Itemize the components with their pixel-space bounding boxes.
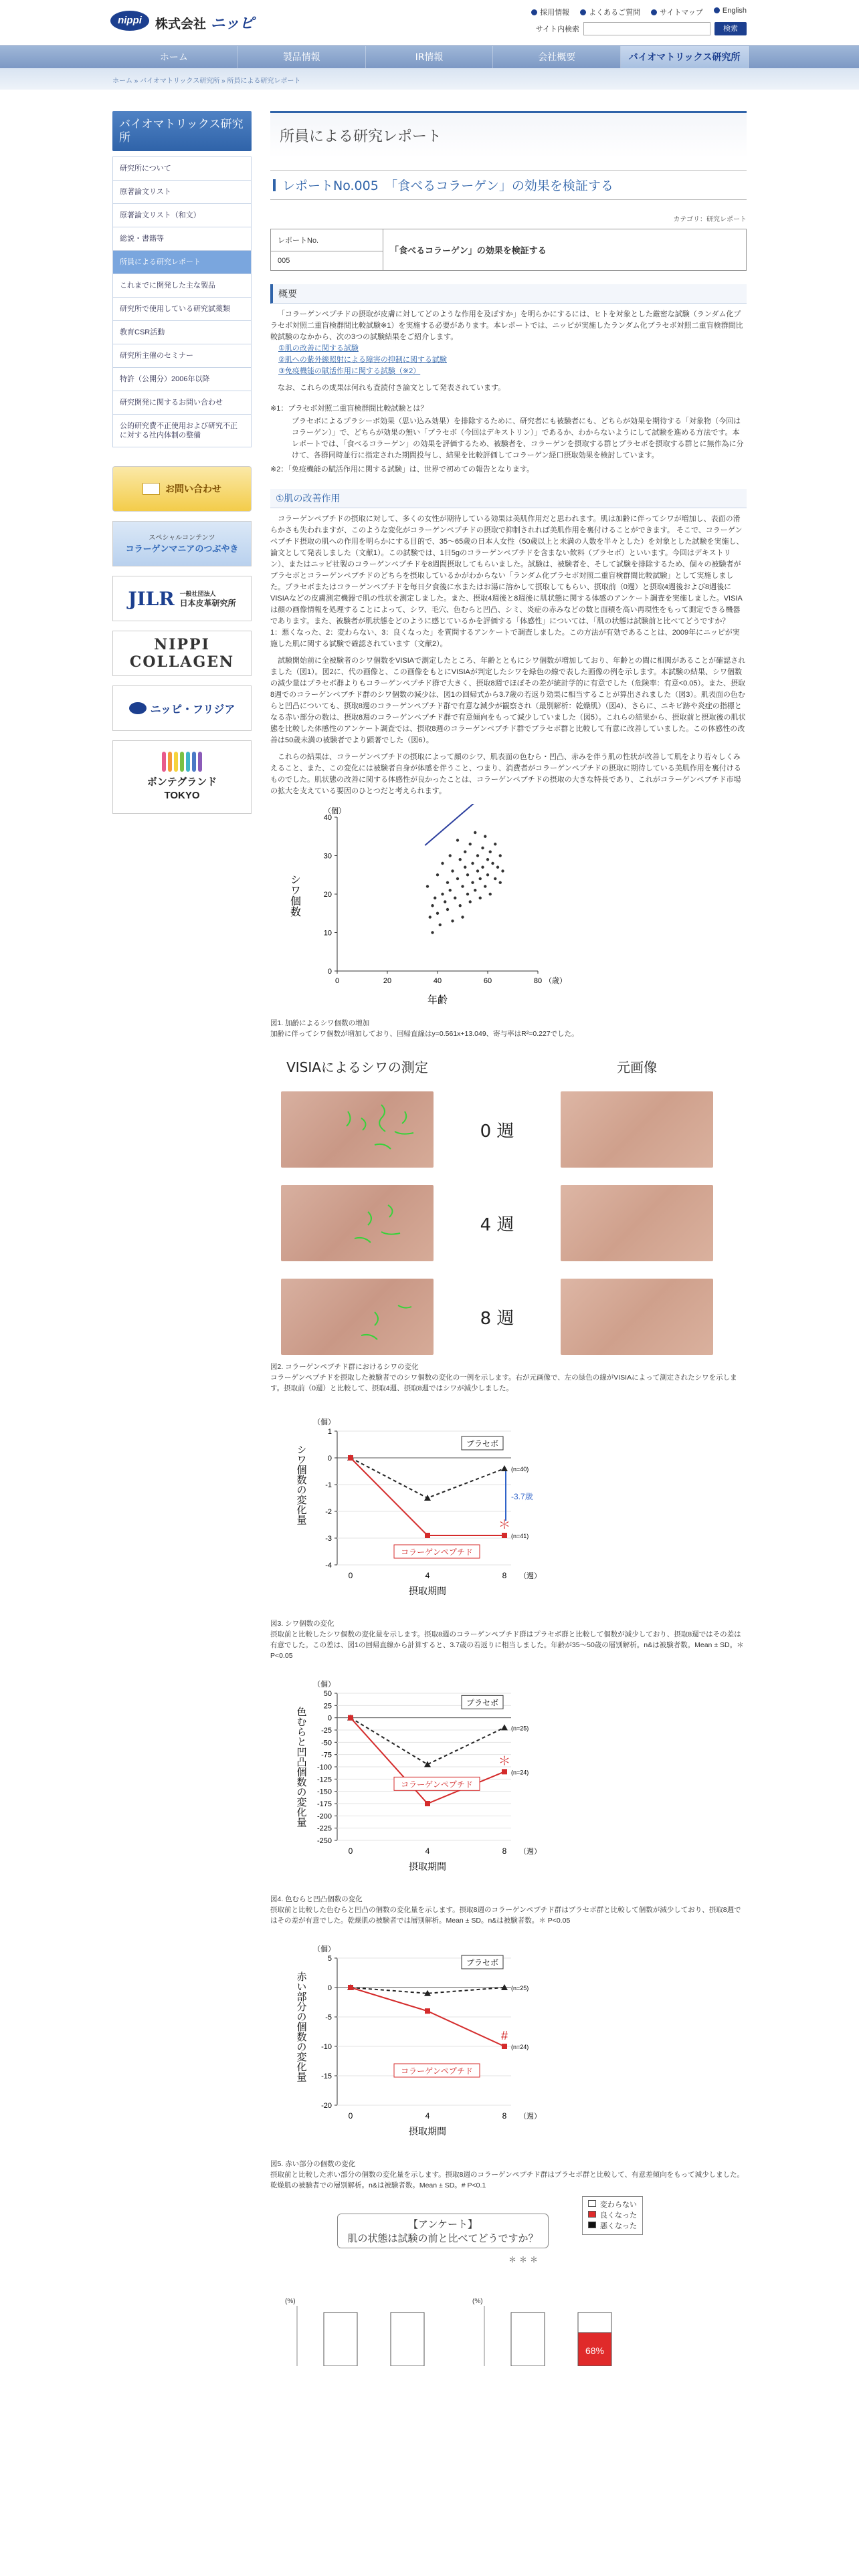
wrinkle-age-scatter-chart [270, 804, 578, 1011]
search-label: サイト内検索 [535, 25, 579, 33]
sidebar-menu [112, 156, 252, 447]
survey-legend [582, 2196, 643, 2235]
scatter-point [494, 843, 496, 845]
report-no-value: 005 [271, 251, 383, 271]
legend-placebo: プラセボ [466, 1439, 499, 1448]
y-tick-label: -20 [321, 2102, 332, 2110]
y-axis-title: 色むらと凹凸個数の変化量 [295, 1707, 307, 1827]
nippi-collagen-banner[interactable] [112, 631, 252, 676]
bullet-icon [714, 7, 720, 13]
jilr-banner[interactable] [112, 576, 252, 621]
visia-photo-week0 [281, 1091, 434, 1168]
scatter-point [466, 873, 469, 876]
series-line [351, 1718, 504, 1765]
y-axis-unit: （個） [324, 807, 346, 815]
series-n-label: (n=40) [511, 1466, 529, 1473]
global-nav [0, 45, 859, 68]
y-tick-label: -175 [316, 1800, 332, 1808]
report-no-label: レポートNo. [271, 229, 383, 251]
y-tick-label: -250 [316, 1837, 332, 1845]
jilr-logo: JILR [128, 587, 175, 610]
data-point [502, 1769, 507, 1774]
scatter-point [459, 858, 462, 861]
sidebar-item-reagents[interactable]: 研究所で使用している研究試薬類 [112, 298, 252, 321]
x-tick-label: 8 [502, 1571, 507, 1580]
survey-significance: ＊＊＊ [508, 2255, 541, 2264]
y-tick-label: -10 [321, 2043, 332, 2051]
collagen-banner-line2: COLLAGEN [129, 653, 235, 671]
util-link-faq[interactable] [580, 7, 640, 17]
data-point [348, 1715, 353, 1721]
section1-paragraph-2: 試験開始前に全被験者のシワ個数をVISIAで測定したところ、年齢とともにシワ個数が増加しており、年齢との間に相関があることが確認されました（図1）。図2に、代の画像と、この画像をもとにVISIAが判定したシワを緑色の線で表した画像の例を示します。本試験の結果、シワ個数の減少量はプラセボ群よりもコラーゲンペプチド群で大きく、摂取8週でほぼその差が統計学的に有意でした（危険率：有意<0.05）。また、摂取8週でのコラーゲンペプチド群のシワ個数の減少は、図1の回帰式から3.7歳の若返り効果に相当することが算出されました（図3）。肌表面の色むらと凹凸についても、摂取8週のコラーゲンペプチド群で有意な減少が観察され（最別解析：乾燥肌）（図4）、さらに、ニキビ跡や炎症の指標となる赤い部分の数は、摂取8週のコラーゲンペプチド群で有意傾向をもって減少していました（図5）。これらの結果から、摂取前と摂取後の肌状態を比較した体感性のアンケート調査では、摂取8週のコラーゲンペプチド群でプラセボ群と比較して有意に改善していました。この体感性の改善は50歳未満の被験者でより顕著でした（図6）。 [270, 657, 746, 744]
legend-collagen: コラーゲンペプチド [401, 1547, 473, 1557]
nippi-flora-banner[interactable] [112, 685, 252, 731]
figure-1 [270, 804, 747, 1011]
y-tick-label: 1 [327, 1428, 332, 1436]
series-n-label: (n=24) [511, 1769, 529, 1776]
company-name[interactable] [155, 12, 254, 33]
survey-question: 肌の状態は試験の前と比べてどうですか？ [347, 2233, 539, 2244]
scatter-point [449, 889, 452, 891]
x-axis-unit: （週） [519, 1848, 541, 1856]
y-tick-label: -5 [325, 2014, 332, 2022]
significance-mark: ＊ [498, 1518, 510, 1531]
x-axis-title: 摂取期間 [409, 1586, 446, 1596]
week-label-4: 4 週 [480, 1214, 514, 1235]
scatter-point [446, 881, 449, 884]
y-axis-title: シワ個数 [288, 874, 300, 917]
report-heading [270, 170, 747, 200]
sidebar-item-about[interactable]: 研究所について [112, 156, 252, 181]
heading-bar [273, 179, 276, 191]
original-photo-week8 [561, 1279, 713, 1355]
scatter-point [476, 854, 479, 857]
nav-company[interactable]: 会社概要 [493, 46, 621, 69]
util-link-sitemap[interactable] [651, 7, 703, 17]
legend-unchanged: 変わらない [588, 2199, 637, 2210]
sidebar-item-patents[interactable]: 特許（公開分）2006年以降 [112, 368, 252, 391]
wrinkle-change-line-chart [270, 1411, 578, 1612]
site-search [536, 22, 747, 35]
contact-banner[interactable] [112, 466, 252, 512]
data-point [501, 1465, 508, 1471]
figure-3-caption-title: 図3. シワ個数の変化 [270, 1620, 335, 1628]
y-tick-label: -15 [321, 2072, 332, 2080]
report-info-table [270, 229, 747, 271]
page-title: 所員による研究レポート [270, 111, 747, 158]
x-tick-label: 0 [348, 2111, 353, 2121]
scatter-point [476, 869, 479, 872]
scatter-point [461, 885, 464, 887]
jilr-label: 一般社団法人 日本皮革研究所 [179, 591, 236, 608]
y-tick-label: 0 [327, 1984, 332, 1992]
scatter-point [489, 893, 492, 895]
scatter-point [446, 908, 449, 911]
figure-5-caption [270, 2159, 747, 2191]
sidebar-item-papers[interactable]: 原著論文リスト [112, 181, 252, 204]
tokyo-banner-line2: TOKYO [164, 790, 200, 801]
util-link-label: English [722, 7, 747, 15]
scatter-point [431, 904, 434, 907]
x-axis-title: 摂取期間 [409, 2126, 446, 2137]
site-header [0, 0, 859, 45]
regression-line [425, 804, 502, 845]
redness-change-line-chart [270, 1938, 578, 2152]
figure-1-caption-body: 加齢に伴ってシワ個数が増加しており、回帰直線はy=0.561x+13.049、寄与率はR²=0.227でした。 [270, 1030, 579, 1038]
data-point [425, 2008, 430, 2014]
data-point [502, 2044, 507, 2049]
x-tick-label: 4 [425, 2111, 430, 2121]
y-tick-label: -25 [321, 1727, 332, 1735]
legend-worse: 悪くなった [588, 2221, 637, 2232]
y-tick-label: -2 [325, 1508, 332, 1516]
overview-links [270, 343, 747, 377]
sidebar-item-compliance[interactable]: 公的研究費不正使用および研究不正に対する社内体制の整備 [112, 415, 252, 447]
survey-bar-collagen-8w-unchanged [578, 2313, 611, 2333]
figure-4-caption-body: 摂取前と比較した色むらと凹凸の個数の変化量を示します。摂取8週のコラーゲンペプチド群はプラセボ群と比較して個数が減少しており、摂取8週ではその差が有意でした。乾燥肌の被験者では層別解析。Mean ± SD。n&は被験者数。＊ P<0.05 [270, 1906, 741, 1925]
survey-bar-label: 68% [585, 2345, 605, 2356]
report-title-cell: 「食べるコラーゲン」の効果を検証する [383, 229, 747, 271]
x-axis-unit: （週） [519, 1572, 541, 1580]
nav-products[interactable]: 製品情報 [238, 46, 366, 69]
legend-collagen: コラーゲンペプチド [401, 1780, 473, 1790]
x-axis-unit: （週） [519, 2113, 541, 2121]
tokyo-banner-line1: ボンテグランド [147, 776, 217, 788]
figure-5-caption-title: 図5. 赤い部分の個数の変化 [270, 2160, 356, 2168]
scatter-point [471, 881, 474, 884]
week-label-0: 0 週 [480, 1121, 514, 1142]
scatter-point [441, 862, 444, 865]
x-tick-label: 40 [433, 977, 442, 985]
collagen-banner-line1: NIPPI [154, 636, 210, 653]
scatter-point [481, 847, 484, 849]
nippi-logo[interactable]: nippi [110, 11, 149, 31]
y-tick-label: -125 [316, 1776, 332, 1784]
mania-banner-title: コラーゲンマニアのつぶやき [125, 544, 239, 554]
data-point [425, 1801, 430, 1806]
y-tick-label: -4 [325, 1562, 332, 1570]
data-point [501, 1724, 508, 1730]
y-tick-label: 20 [323, 891, 332, 899]
data-point [348, 1985, 353, 1990]
scatter-point [464, 866, 466, 869]
legend-collagen: コラーゲンペプチド [401, 2066, 473, 2076]
scatter-point [426, 885, 429, 887]
collagen-mania-banner[interactable] [112, 521, 252, 566]
survey-label: 【アンケート】 [407, 2219, 478, 2230]
note1-body: プラセボによるプラシーボ効果（思い込み効果）を排除するために、研究者にも被験者にも、どちらが効果を期待する「対象物（今回はコラーゲン）」で、どちらが効果の無い「プラセボ（今回はデキストリン）」であるか、わからないようにして試験を進める方法です。本レポートでは、「食べるコラーゲン」の効果を評価するため、被験者を、コラーゲンを摂取する群とプラセボを摂取する群とに無作為に分けて、各群同時並行に指定された期間投与し、結果を比較評価してコラーゲン経口摂取効果を検討しています。 [292, 417, 744, 459]
link-immune-study[interactable]: ③免疫機能の賦活作用に関する試験（※2） [278, 367, 421, 375]
series-n-label: (n=24) [511, 2044, 529, 2050]
data-point [425, 1533, 430, 1538]
y-tick-label: -100 [316, 1763, 332, 1772]
scatter-point [499, 854, 502, 857]
y-tick-label: -225 [316, 1824, 332, 1833]
overview-text: 「コラーゲンペプチドの摂取が皮膚に対してどのような作用を及ぼすか」を明らかにするには、ヒトを対象とした厳密な試験（ランダム化プラセボ対照二重盲検群間比較試験※1）を実施する必要があります。本レポートでは、ニッピが実施したランダム化プラセボ対照二重盲検群間比較試験のなかから、次の3つの試験結果をご紹介します。 [270, 310, 743, 341]
legend-placebo: プラセボ [466, 1698, 499, 1708]
y-tick-label: 30 [323, 852, 332, 861]
scatter-point [441, 893, 444, 895]
sidebar-title[interactable]: バイオマトリックス研究所 [112, 111, 252, 151]
y-tick-label: 10 [323, 929, 332, 938]
scatter-point [489, 851, 492, 853]
scatter-point [501, 869, 504, 872]
brand-name: ニッピ [210, 15, 254, 32]
section1-heading: ①肌の改善作用 [270, 489, 747, 508]
x-tick-label: 0 [335, 977, 340, 985]
x-tick-label: 20 [383, 977, 392, 985]
scatter-point [429, 916, 432, 918]
ponte-grande-banner[interactable] [112, 740, 252, 814]
x-tick-label: 60 [483, 977, 492, 985]
x-axis-title: 年齢 [427, 994, 448, 1006]
category-label[interactable]: カテゴリ：研究レポート [673, 216, 747, 223]
bullet-icon [651, 9, 657, 15]
series-n-label: (n=41) [511, 1533, 529, 1539]
survey-axis-unit-right: (%) [472, 2298, 483, 2305]
overview-heading: 概要 [270, 284, 747, 304]
scatter-point [479, 897, 482, 899]
x-tick-label: 80 [533, 977, 543, 985]
contact-banner-label: お問い合わせ [165, 484, 221, 494]
util-link-label: サイトマップ [660, 9, 703, 17]
x-axis-title: 摂取期間 [409, 1861, 446, 1872]
scatter-point [474, 831, 476, 834]
ponte-grande-logo-icon [162, 752, 202, 772]
bullet-icon [531, 9, 537, 15]
y-axis-unit: （個） [313, 1945, 335, 1953]
figure-5 [270, 1938, 747, 2152]
y-axis-title: シワ個数の変化量 [295, 1444, 307, 1525]
series-n-label: (n=25) [511, 1725, 529, 1732]
sidebar-item-inquiry[interactable]: 研究開発に関するお問い合わせ [112, 391, 252, 415]
color-unevenness-line-chart [270, 1673, 578, 1887]
series-n-label: (n=25) [511, 1985, 529, 1992]
y-tick-label: -150 [316, 1788, 332, 1796]
figure-1-caption [270, 1018, 747, 1039]
scatter-point [436, 873, 439, 876]
y-tick-label: -75 [321, 1751, 332, 1759]
figure-1-caption-title: 図1. 加齢によるシワ個数の増加 [270, 1019, 370, 1027]
survey-question-box [337, 2214, 549, 2248]
original-photo-week0 [561, 1091, 713, 1168]
scatter-point [464, 851, 466, 853]
figure-5-caption-body: 摂取前と比較した赤い部分の個数の変化量を示します。摂取8週のコラーゲンペプチド群はプラセボ群と比較して、有意差傾向をもって減少しました。乾燥肌の被験者での層別解析。n&は被験者数。Mean ± SD。# P<0.1 [270, 2171, 745, 2189]
report-heading-text: レポートNo.005 「食べるコラーゲン」の効果を検証する [282, 179, 613, 193]
figure-3-caption [270, 1618, 747, 1661]
scatter-point [449, 854, 452, 857]
breadcrumb[interactable]: ホーム » バイオマトリックス研究所 » 所員による研究レポート [112, 78, 301, 85]
scatter-point [436, 912, 439, 915]
visia-column-heading: VISIAによるシワの測定 [286, 1059, 428, 1075]
nav-biomatrix[interactable]: バイオマトリックス研究所 [621, 46, 749, 69]
week-label-8: 8 週 [480, 1308, 514, 1329]
search-button[interactable]: 検索 [714, 22, 747, 35]
sidebar-item-reviews[interactable]: 総説・書籍等 [112, 227, 252, 251]
figure-2-caption-body: コラーゲンペプチドを摂取した被験者でのシワ個数の変化の一例を示します。右が元画像で、左の緑色の線がVISIAによって測定されたシワを示します。摂取前（0週）と比較して、摂取4週、摂取8週ではシワが減少しました。 [270, 1374, 737, 1392]
search-input[interactable] [583, 22, 710, 35]
y-tick-label: -200 [316, 1812, 332, 1821]
legend-improved: 良くなった [588, 2210, 637, 2221]
x-tick-label: 4 [425, 1846, 430, 1856]
legend-placebo: プラセボ [466, 1958, 499, 1967]
y-tick-label: 0 [327, 1455, 332, 1463]
link-uv-study[interactable]: ②肌への紫外線照射による障害の抑制に関する試験 [278, 356, 447, 364]
y-tick-label: -50 [321, 1739, 332, 1747]
y-tick-label: 25 [323, 1702, 332, 1711]
bullet-icon [580, 9, 586, 15]
survey-bar-chart [270, 2306, 747, 2366]
section1-paragraph-3: これらの結果は、コラーゲンペプチドの摂取によって顔のシワ、肌表面の色むら・凹凸、赤みを伴う肌の性状が改善して肌をより若々しくみえること、また、この変化には被験者自身が体感を伴うこと、つまり、消費者がコラーゲンペプチドの摂取に期待している美肌作用を裏付けるものでした。肌状態の改善に関する体感性が良かったことは、コラーゲンペプチドの摂取の大きな特長であり、これがコラーゲンペプチド市場の拡大を支えている要因のひとつだと考えられます。 [270, 753, 741, 795]
y-tick-label: 5 [327, 1955, 332, 1963]
figure-2-photo-grid [270, 1057, 747, 1355]
link-skin-study[interactable]: ①肌の改善に関する試験 [278, 344, 359, 352]
util-link-english[interactable] [714, 7, 747, 17]
data-point [502, 1533, 507, 1538]
figure-4-caption [270, 1894, 747, 1926]
figure-4-caption-title: 図4. 色むらと凹凸個数の変化 [270, 1895, 363, 1903]
x-tick-label: 0 [348, 1571, 353, 1580]
significance-mark: ＊ [498, 1754, 510, 1768]
visia-photo-week8 [281, 1279, 434, 1355]
survey-axis-unit-left: (%) [285, 2298, 296, 2305]
significance-mark: # [500, 2029, 508, 2042]
company-label: 株式会社 [155, 17, 207, 31]
original-photo-week4 [561, 1185, 713, 1261]
flora-logo-icon [129, 702, 147, 714]
series-line [351, 1458, 504, 1498]
figure-3-caption-body: 摂取前と比較したシワ個数の変化量を示します。摂取8週のコラーゲンペプチド群はプラセボ群と比較して個数が減少しており、摂取8週ではその差は有意でした。この差は、図1の回帰直線から計算すると、3.7歳の若返りに相当しました。年齢が35〜50歳の層別解析。n&は被験者数。Mean ± SD。＊ P<0.05 [270, 1630, 744, 1660]
nav-ir[interactable]: IR情報 [366, 46, 494, 69]
scatter-point [456, 839, 459, 841]
scatter-point [434, 897, 436, 899]
sidebar-item-seminar[interactable]: 研究所主催のセミナー [112, 344, 252, 368]
sidebar [112, 111, 252, 814]
scatter-point [451, 869, 454, 872]
scatter-point [469, 843, 472, 845]
y-tick-label: -1 [325, 1481, 332, 1489]
scatter-point [451, 920, 454, 922]
x-axis-unit: （歳） [545, 977, 567, 985]
figure-2-caption [270, 1362, 747, 1394]
scatter-point [444, 900, 446, 903]
main-content [270, 111, 747, 2365]
y-tick-label: 40 [323, 814, 332, 822]
x-tick-label: 8 [502, 1846, 507, 1856]
original-column-heading: 元画像 [617, 1059, 657, 1075]
scatter-point [466, 893, 469, 895]
util-link-label: よくあるご質問 [589, 9, 641, 17]
scatter-point [469, 900, 472, 903]
scatter-point [484, 835, 486, 838]
y-tick-label: 50 [323, 1690, 332, 1698]
scatter-point [484, 885, 486, 887]
figure-6-survey [270, 2191, 747, 2365]
difference-annotation: -3.7歳 [511, 1492, 533, 1501]
nav-home[interactable]: ホーム [110, 46, 238, 69]
y-tick-label: 0 [327, 968, 332, 976]
survey-bar-collagen-4w [511, 2313, 545, 2366]
scatter-point [474, 889, 476, 891]
data-point [424, 1761, 431, 1767]
x-tick-label: 0 [348, 1846, 353, 1856]
sidebar-item-products[interactable]: これまでに開発した主な製品 [112, 274, 252, 298]
scatter-point [494, 877, 496, 880]
scatter-point [456, 877, 459, 880]
section1-paragraph-1: コラーゲンペプチドの摂取に対して、多くの女性が期待している効果は美肌作用だと思われます。肌は加齢に伴ってシワが増加し、表面の滑らかさも失われますが、このような変化がコラーゲンペプチドの摂取で抑制されれば美肌作用を裏付けることができます。 そこで、コラーゲンペプチド摂取の肌への作用を明らかにする目的で、35〜65歳の日本人女性（50歳以上と未満の人数を半々とした）を対象とした試験を実施し、論文として発表しました（文献1）。この試験では、1日5gのコラーゲンペプチドを含まない飲料（プラセボ）といいます。今回はデキストリン）、またはニッピ社製のコラーゲンペプチドを8週間摂取してもらいました。試験は、被験者を、そして試験を排除するため、個々の被験者がプラセボとコラーゲンペプチドのどちらを摂取しているかがわからない「ランダム化プラセボ対照二重盲検群間比較試験」として実施しました。プラセボまたはコラーゲンペプチドを毎日夕食後に水またはお湯に溶かして摂取してもらい、摂取前（0週）と摂取4週後および8週後にVISIAなどの皮膚測定機器で肌の性状を測定しました。また、摂取4週後と8週後に肌状態に関する体感のアンケート調査を実施しました。VISIAは顔の画像情報を処理することによって、シワ、毛穴、色むらと凹凸、シミ、炎症の赤みなどの数と面積を高い再現性をもって測定できる機器であります。また、被験者が肌状態をどのように感じているかを評価する「体感性」については、「肌の状態は試験前と比べてどうですか？ 1：悪くなった、2：変わらない、3：良くなった」を質問するアンケートで調査しました。この方法が有効であることは、2009年にニッピが実施した肌に関する試験で確認されています（文献2）。 [270, 515, 744, 648]
scatter-point [431, 931, 434, 934]
mail-icon [142, 483, 160, 495]
survey-bar-placebo-8w [391, 2313, 424, 2366]
sidebar-item-papers-ja[interactable]: 原著論文リスト（和文） [112, 204, 252, 227]
y-axis-unit: （個） [313, 1418, 335, 1426]
scatter-point [439, 924, 442, 926]
y-axis-unit: （個） [313, 1681, 335, 1689]
scatter-point [461, 916, 464, 918]
flora-banner-label: ニッピ・フリジア [150, 704, 235, 716]
visia-photo-week4 [281, 1185, 434, 1261]
note1-heading: ※1：プラセボ対照二重盲検群間比較試験とは？ [270, 405, 428, 413]
note2: ※2：「免疫機能の賦活作用に関する試験」は、世界で初めての報告となります。 [270, 465, 534, 473]
sidebar-item-reports[interactable]: 所員による研究レポート [112, 251, 252, 274]
scatter-point [486, 873, 489, 876]
util-link-recruit[interactable] [531, 7, 569, 17]
x-tick-label: 4 [425, 1571, 430, 1580]
scatter-point [486, 858, 489, 861]
breadcrumb-bar [0, 68, 859, 90]
y-tick-label: -3 [325, 1535, 332, 1543]
scatter-point [491, 862, 494, 865]
data-point [424, 1495, 431, 1501]
scatter-point [479, 877, 482, 880]
mania-banner-sub: スペシャルコンテンツ [149, 534, 215, 542]
scatter-point [471, 862, 474, 865]
y-tick-label: 0 [327, 1714, 332, 1723]
figure-3 [270, 1411, 747, 1612]
figure-4 [270, 1673, 747, 1887]
scatter-point [454, 897, 456, 899]
overview-note: なお、これらの成果は何れも査読付き論文として発表されています。 [278, 384, 506, 392]
scatter-point [481, 866, 484, 869]
figure-2-caption-title: 図2. コラーゲンペプチド群におけるシワの変化 [270, 1363, 419, 1371]
sidebar-item-csr[interactable]: 教育CSR活動 [112, 321, 252, 344]
utility-links [531, 7, 747, 17]
y-axis-title: 赤い部分の個数の変化量 [295, 1971, 307, 2082]
scatter-point [496, 866, 499, 869]
scatter-point [499, 881, 502, 884]
survey-bar-placebo-4w [324, 2313, 357, 2366]
util-link-label: 採用情報 [540, 9, 570, 17]
scatter-point [459, 904, 462, 907]
x-tick-label: 8 [502, 2111, 507, 2121]
data-point [348, 1455, 353, 1461]
